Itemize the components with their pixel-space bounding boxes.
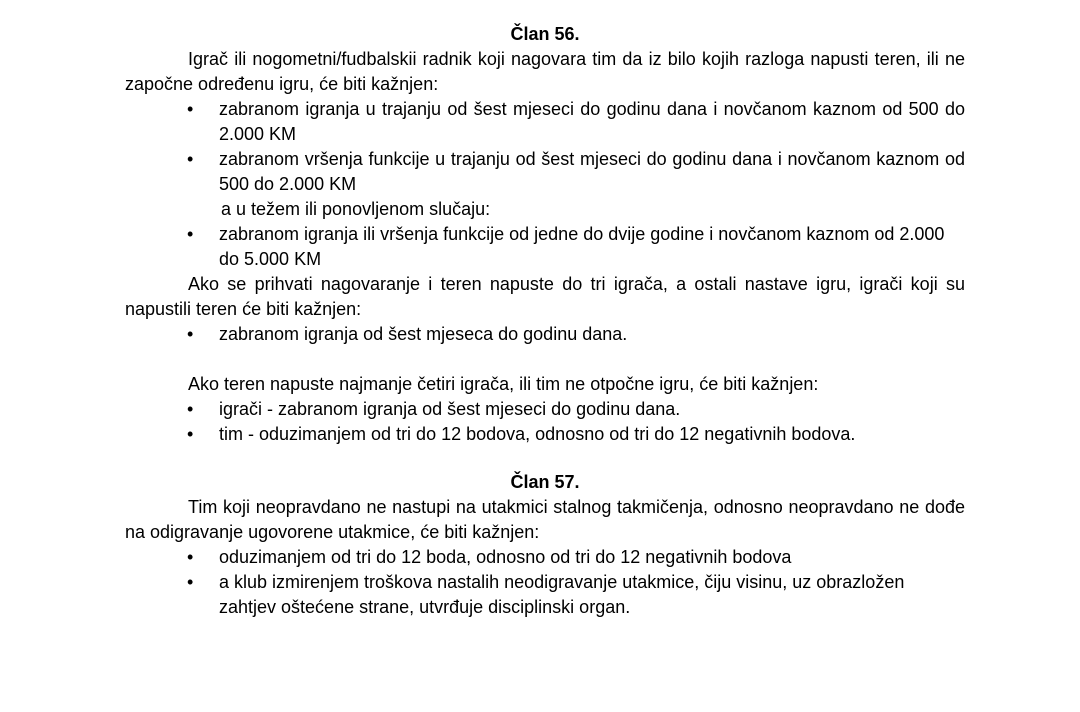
article-56-penalty-list-3 (125, 322, 965, 347)
article-57 (125, 470, 965, 620)
bullet-icon: • (187, 572, 194, 592)
bullet-icon: • (187, 99, 194, 119)
list-item (125, 97, 965, 147)
list-item (125, 545, 965, 570)
article-56-paragraph-3: Ako teren napuste najmanje četiri igrača, ili tim ne otpočne igru, će biti kažnjen: (188, 374, 819, 394)
document-page (125, 22, 965, 620)
list-item-text: zabranom igranja od šest mjeseca do godinu dana. (219, 324, 628, 344)
list-item-text: oduzimanjem od tri do 12 boda, odnosno od tri do 12 negativnih bodova (219, 547, 792, 567)
article-56-penalty-list-4 (125, 397, 965, 447)
bullet-icon: • (187, 149, 194, 169)
list-item (125, 322, 965, 347)
article-56-paragraph-2: Ako se prihvati nagovaranje i teren napuste do tri igrača, a ostali nastave igru, igrači koji su napustili teren će biti kažnjen: (125, 274, 965, 319)
list-item-text: a klub izmirenjem troškova nastalih neodigravanje utakmice, čiju visinu, uz obrazložen zahtjev oštećene strane, utvrđuje disciplinski organ. (219, 572, 905, 617)
article-56-penalty-list-2 (125, 222, 965, 272)
bullet-icon: • (187, 399, 194, 419)
list-item-text: tim - oduzimanjem od tri do 12 bodova, odnosno od tri do 12 negativnih bodova. (219, 424, 856, 444)
article-56-subnote: a u težem ili ponovljenom slučaju: (221, 199, 491, 219)
bullet-icon: • (187, 547, 194, 567)
list-item (125, 222, 965, 272)
bullet-icon: • (187, 324, 194, 344)
blank-line (125, 347, 965, 372)
list-item-text: zabranom igranja u trajanju od šest mjeseci do godinu dana i novčanom kaznom od 500 do 2.000 KM (219, 99, 965, 144)
blank-line (125, 447, 965, 470)
list-item-text: igrači - zabranom igranja od šest mjeseci do godinu dana. (219, 399, 681, 419)
article-57-title: Član 57. (510, 472, 580, 492)
bullet-icon: • (187, 224, 194, 244)
list-item (125, 147, 965, 197)
list-item (125, 397, 965, 422)
list-item (125, 422, 965, 447)
article-56-penalty-list-1 (125, 97, 965, 197)
article-56-title: Član 56. (510, 24, 580, 44)
list-item-text: zabranom vršenja funkcije u trajanju od šest mjeseci do godinu dana i novčanom kaznom od 500 do 2.000 KM (219, 149, 965, 194)
list-item (125, 570, 965, 620)
article-57-penalty-list (125, 545, 965, 620)
article-56 (125, 22, 965, 447)
bullet-icon: • (187, 424, 194, 444)
article-56-intro: Igrač ili nogometni/fudbalskii radnik koji nagovara tim da iz bilo kojih razloga napusti teren, ili ne započne određenu igru, će biti kažnjen: (125, 49, 965, 94)
list-item-text: zabranom igranja ili vršenja funkcije od jedne do dvije godine i novčanom kaznom od 2.000 do 5.000 KM (219, 224, 945, 269)
article-57-intro: Tim koji neopravdano ne nastupi na utakmici stalnog takmičenja, odnosno neopravdano ne dođe na odigravanje ugovorene utakmice, će biti kažnjen: (125, 497, 965, 542)
